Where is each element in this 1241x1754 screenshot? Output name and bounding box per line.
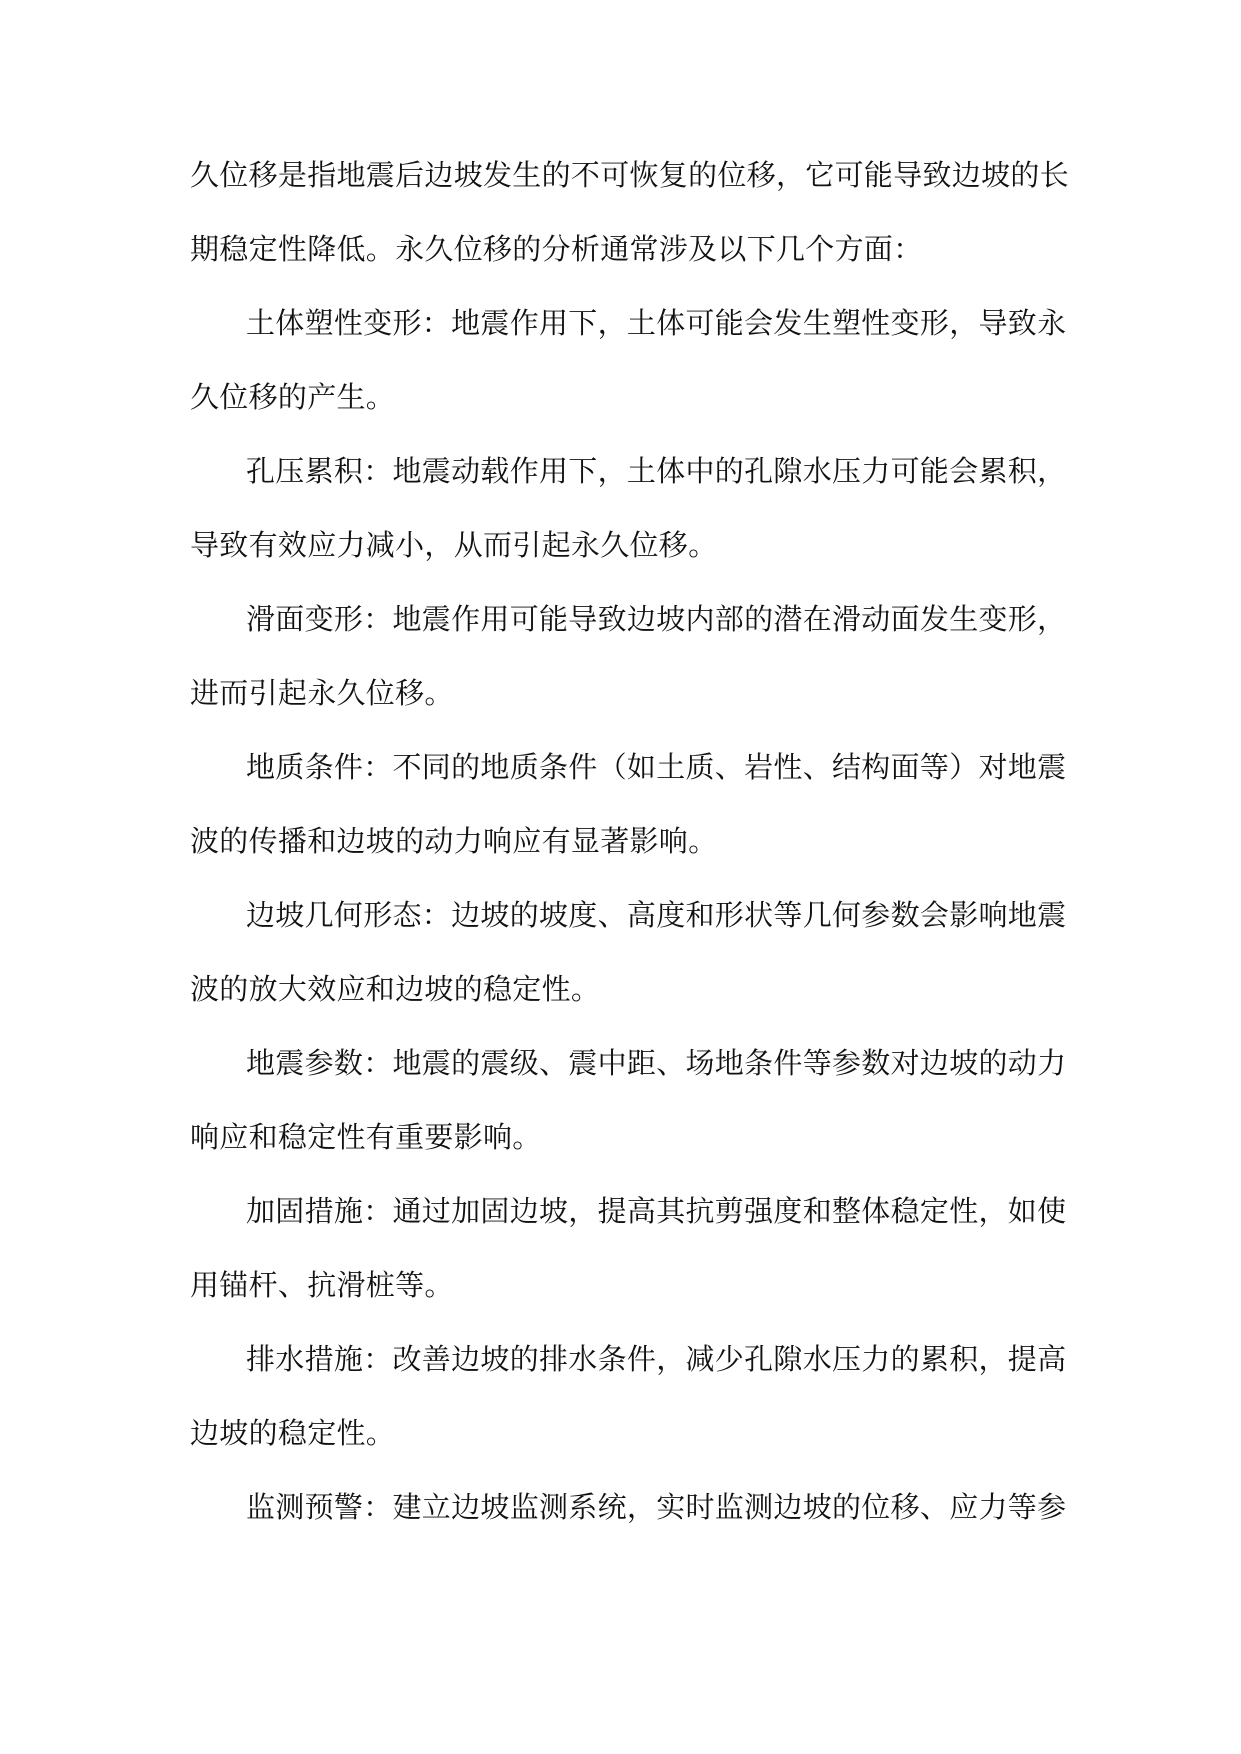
text-line: 导致有效应力减小，从而引起永久位移。	[190, 528, 718, 562]
text-line: 波的放大效应和边坡的稳定性。	[190, 972, 601, 1006]
paragraph-start-line: 滑面变形：地震作用可能导致边坡内部的潜在滑动面发生变形，	[246, 602, 1067, 636]
paragraph-start-line: 土体塑性变形：地震作用下，土体可能会发生塑性变形，导致永	[246, 306, 1067, 340]
paragraph-start-line: 监测预警：建立边坡监测系统，实时监测边坡的位移、应力等参	[246, 1490, 1067, 1524]
text-line: 用锚杆、抗滑桩等。	[190, 1268, 454, 1302]
paragraph-start-line: 地震参数：地震的震级、震中距、场地条件等参数对边坡的动力	[246, 1046, 1067, 1080]
text-line: 边坡的稳定性。	[190, 1416, 396, 1450]
text-line: 波的传播和边坡的动力响应有显著影响。	[190, 824, 718, 858]
text-line: 久位移的产生。	[190, 380, 396, 414]
paragraph-start-line: 地质条件：不同的地质条件（如土质、岩性、结构面等）对地震	[246, 750, 1067, 784]
paragraph-start-line: 孔压累积：地震动载作用下，土体中的孔隙水压力可能会累积，	[246, 454, 1067, 488]
body-text	[190, 138, 1070, 1544]
paragraph-start-line: 边坡几何形态：边坡的坡度、高度和形状等几何参数会影响地震	[246, 898, 1067, 932]
text-line: 期稳定性降低。永久位移的分析通常涉及以下几个方面：	[190, 232, 923, 266]
text-line: 响应和稳定性有重要影响。	[190, 1120, 542, 1154]
paragraph-start-line: 加固措施：通过加固边坡，提高其抗剪强度和整体稳定性，如使	[246, 1194, 1067, 1228]
text-line: 久位移是指地震后边坡发生的不可恢复的位移，它可能导致边坡的长	[190, 158, 1070, 192]
paragraph-start-line: 排水措施：改善边坡的排水条件，减少孔隙水压力的累积，提高	[246, 1342, 1067, 1376]
text-line: 进而引起永久位移。	[190, 676, 454, 710]
